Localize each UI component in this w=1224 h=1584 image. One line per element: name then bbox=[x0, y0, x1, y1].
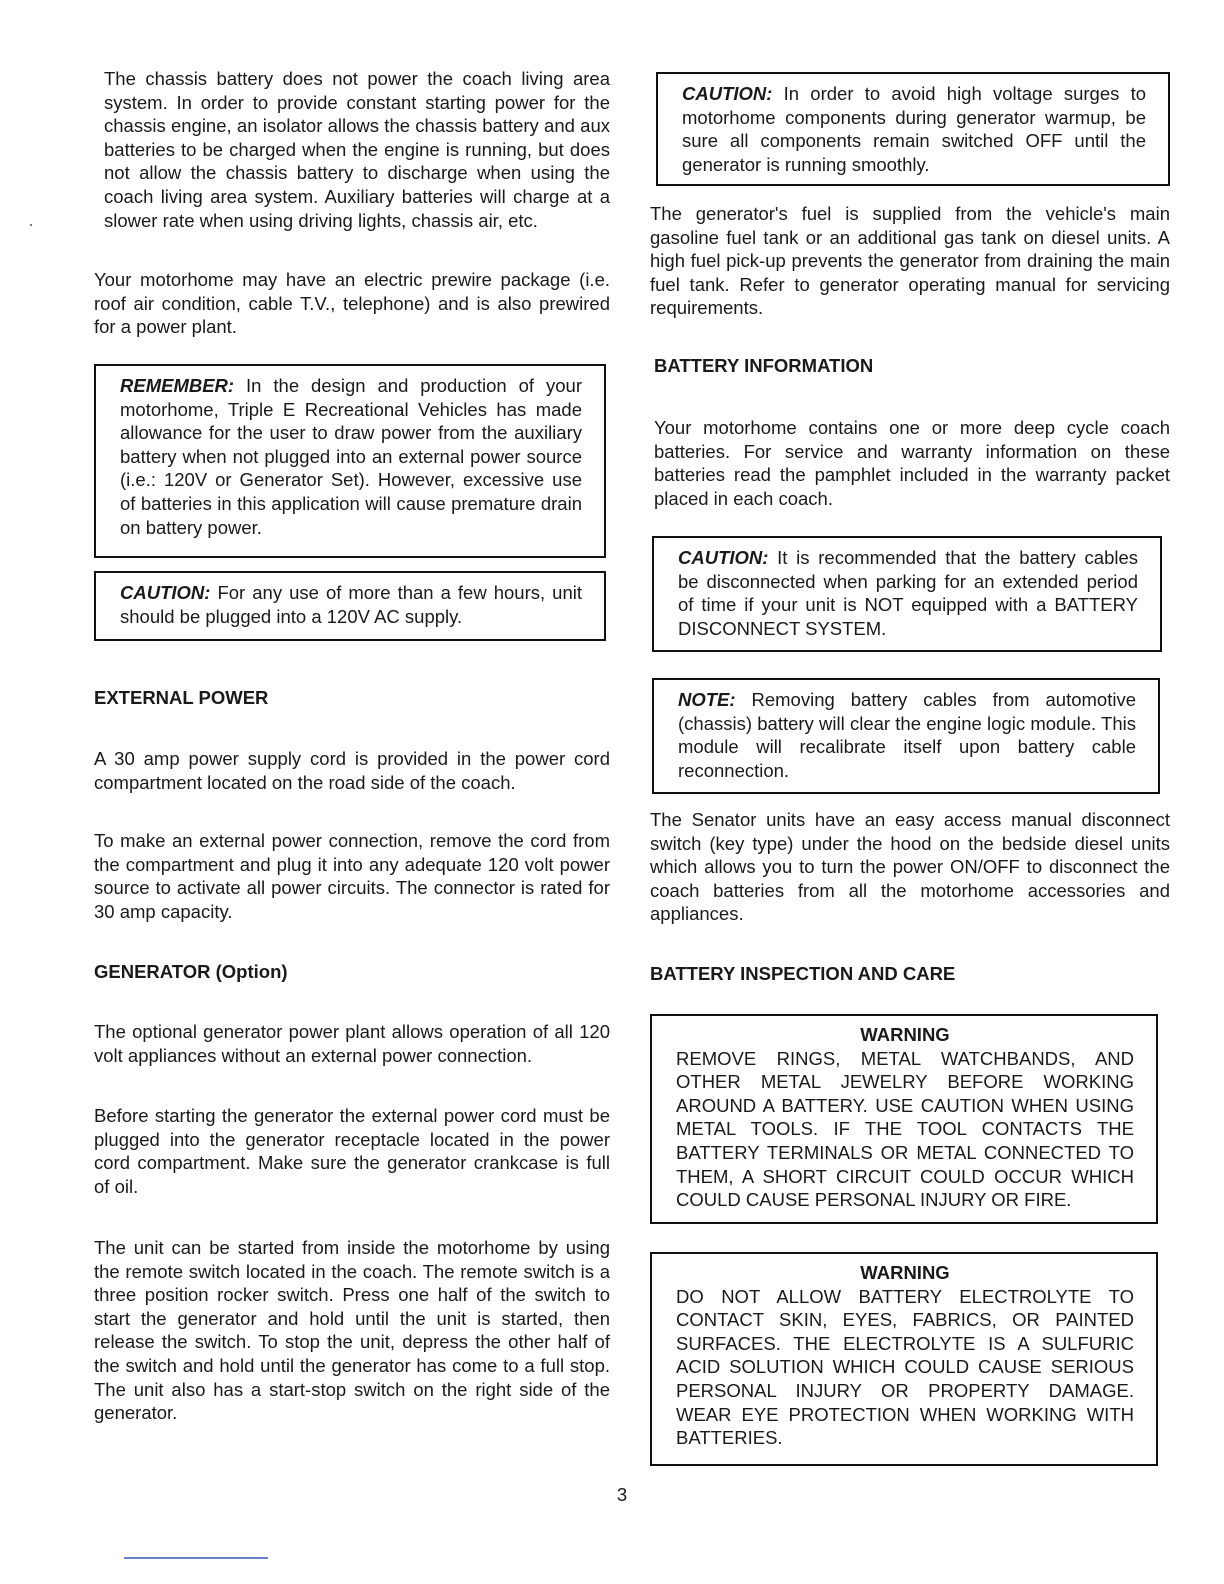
bottom-rule bbox=[124, 1557, 268, 1559]
note-box bbox=[652, 678, 1160, 794]
external-power-heading: EXTERNAL POWER bbox=[94, 687, 269, 708]
caution-lead: CAUTION: bbox=[120, 582, 211, 603]
generator-paragraph-3: The unit can be started from inside the motorhome by using the remote switch located in the coach. The remote switch is a three position rocker switch. Press one half of the switch to start the generator and hold until the unit is started, then release the switch. To stop the unit, depress the other half of the switch and hold until the generator has come to a full stop. The unit also has a start-stop switch on the right side of the generator. bbox=[94, 1237, 610, 1424]
note-lead: NOTE: bbox=[678, 689, 736, 710]
remember-box bbox=[94, 364, 606, 558]
scan-speck bbox=[30, 224, 32, 226]
fuel-paragraph: The generator's fuel is supplied from the vehicle's main gasoline fuel tank or an additional gas tank on diesel units. A high fuel pick-up prevents the generator from draining the main fuel tank. Refer to generator operating manual for servicing requirements. bbox=[650, 203, 1170, 319]
generator-paragraph-1: The optional generator power plant allows operation of all 120 volt appliances without an external power connection. bbox=[94, 1021, 610, 1066]
chassis-battery-paragraph: The chassis battery does not power the coach living area system. In order to provide constant starting power for the chassis engine, an isolator allows the chassis battery and aux batteries to be charged when the engine is running, but does not allow the chassis battery to discharge when using the coach living area system. Auxiliary batteries will charge at a slower rate when using driving lights, chassis air, etc. bbox=[104, 68, 610, 231]
caution-plug-box bbox=[94, 571, 606, 641]
generator-heading: GENERATOR (Option) bbox=[94, 961, 288, 982]
caution-generator-lead: CAUTION: bbox=[682, 83, 773, 104]
battery-inspection-heading: BATTERY INSPECTION AND CARE bbox=[650, 963, 956, 984]
caution-battery-cables-text: It is recommended that the battery cables be disconnected when parking for an extended period of time if your unit is NOT equipped with a BATTERY DISCONNECT SYSTEM. bbox=[678, 547, 1139, 639]
senator-paragraph: The Senator units have an easy access manual disconnect switch (key type) under the hood on the bedside diesel units which allows you to turn the power ON/OFF to disconnect the coach batteries from all the motorhome accessories and appliances. bbox=[650, 809, 1170, 925]
battery-information-heading: BATTERY INFORMATION bbox=[654, 355, 874, 376]
warning-jewelry-title: WARNING bbox=[860, 1024, 950, 1045]
remember-text: In the design and production of your motorhome, Triple E Recreational Vehicles has made allowance for the user to draw power from the auxiliary battery when not plugged into an external power source (i.e.: 120V or Generator Set). However, excessive use of batteries in this application will cause premature drain on battery power. bbox=[120, 375, 582, 538]
page-number: 3 bbox=[616, 1484, 628, 1505]
external-power-paragraph-2: To make an external power connection, remove the cord from the compartment and plug it into any adequate 120 volt power source to activate all power circuits. The connector is rated for 30 amp capacity. bbox=[94, 830, 610, 922]
warning-jewelry-box bbox=[650, 1014, 1158, 1224]
note-text: Removing battery cables from automotive (chassis) battery will clear the engine logic module. This module will recalibrate itself upon battery cable reconnection. bbox=[678, 689, 1137, 781]
caution-text: For any use of more than a few hours, unit should be plugged into a 120V AC supply. bbox=[120, 582, 582, 627]
external-power-paragraph-1: A 30 amp power supply cord is provided in the power cord compartment located on the road side of the coach. bbox=[94, 748, 610, 793]
prewire-paragraph: Your motorhome may have an electric prewire package (i.e. roof air condition, cable T.V., telephone) and is also prewired for a power plant. bbox=[94, 269, 610, 338]
battery-information-paragraph: Your motorhome contains one or more deep cycle coach batteries. For service and warranty information on these batteries read the pamphlet included in the warranty packet placed in each coach. bbox=[654, 417, 1170, 509]
warning-jewelry-text: REMOVE RINGS, METAL WATCHBANDS, AND OTHER METAL JEWELRY BEFORE WORKING AROUND A BATTERY. USE CAUTION WHEN USING METAL TOOLS. IF THE TOOL CONTACTS THE BATTERY TERMINALS OR METAL CONNECTED TO THEM, A SHORT CIRCUIT COULD OCCUR WHICH COULD CAUSE PERSONAL INJURY OR FIRE. bbox=[676, 1047, 1134, 1211]
warning-electrolyte-text: DO NOT ALLOW BATTERY ELECTROLYTE TO CONTACT SKIN, EYES, FABRICS, OR PAINTED SURFACES. THE ELECTROLYTE IS A SULFURIC ACID SOLUTION WHICH COULD CAUSE SERIOUS PERSONAL INJURY OR PROPERTY DAMAGE. WEAR EYE PROTECTION WHEN WORKING WITH BATTERIES. bbox=[676, 1285, 1134, 1449]
remember-lead: REMEMBER: bbox=[120, 375, 235, 396]
caution-battery-cables-lead: CAUTION: bbox=[678, 547, 769, 568]
warning-electrolyte-title: WARNING bbox=[860, 1262, 950, 1283]
caution-battery-cables-box bbox=[652, 536, 1162, 652]
caution-generator-text: In order to avoid high voltage surges to motorhome components during generator warmup, be sure all components remain switched OFF until the generator is running smoothly. bbox=[682, 83, 1147, 175]
warning-electrolyte-box bbox=[650, 1252, 1158, 1466]
caution-generator-box bbox=[656, 72, 1170, 186]
generator-paragraph-2: Before starting the generator the external power cord must be plugged into the generator receptacle located in the power cord compartment. Make sure the generator crankcase is full of oil. bbox=[94, 1105, 610, 1197]
